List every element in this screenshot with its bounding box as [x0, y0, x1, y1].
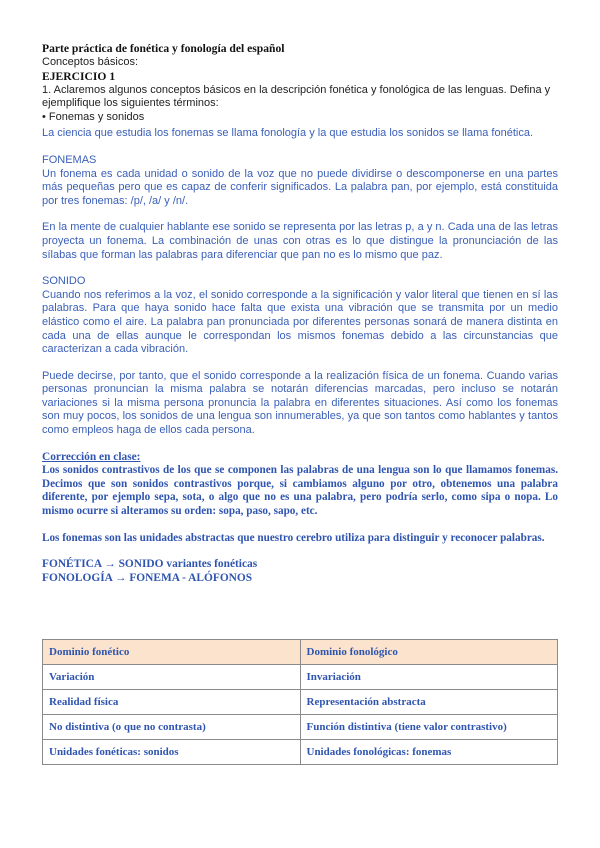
table-header-row	[43, 640, 558, 665]
table-cell: Realidad física	[43, 690, 301, 715]
fonemas-paragraph-1: Un fonema es cada unidad o sonido de la voz que no puede dividirse o descomponerse en una partes más pequeñas pero que es capaz de conferir significados. La palabra pan, por ejemplo, está constituida por tres fonemas: /p/, /a/ y /n/.	[42, 167, 558, 207]
table-cell: Variación	[43, 665, 301, 690]
fonemas-heading: FONEMAS	[42, 153, 97, 166]
sonido-paragraph-2: Puede decirse, por tanto, que el sonido corresponde a la realización física de un fonema. Cuando varias personas pronuncian la misma palabra se notarán diferencias marcadas, pero incluso se notarán variaciones si la misma persona pronuncia la palabra en diferentes situaciones. Así como los fonemas son muy pocos, los sonidos de una lengua son innumerables, ya que son tantos como hablantes y tantos como empleos haga de ellos cada persona.	[42, 369, 558, 437]
document-subtitle: Conceptos básicos:	[42, 56, 138, 68]
instruction-line-1: 1. Aclaremos algunos conceptos básicos en la descripción fonética y fonológica de las lenguas. Defina y	[42, 83, 551, 96]
table-row	[43, 715, 558, 740]
table-cell: No distintiva (o que no contrasta)	[43, 715, 301, 740]
sonido-heading: SONIDO	[42, 275, 86, 288]
bullet-item: • Fonemas y sonidos	[42, 110, 145, 123]
sonido-paragraph-1: Cuando nos referimos a la voz, el sonido corresponde a la significación y valor literal que tienen en sí las palabras. Para que haya sonido hace falta que exista una vibración que se transmita por un medio elástico como el aire. La palabra pan pronunciada por diferentes personas sonará de manera distinta en cada una de ellas aunque le correspondan los mismos fonemas debido a las circunstancias que caracterizan a cada vibración.	[42, 288, 558, 356]
table-header-cell: Dominio fonético	[43, 640, 301, 665]
correccion-paragraph-2: Los fonemas son las unidades abstractas que nuestro cerebro utiliza para distinguir y reconocer palabras.	[42, 531, 545, 544]
table-cell: Representación abstracta	[300, 690, 558, 715]
table-cell: Función distintiva (tiene valor contrastivo)	[300, 715, 558, 740]
document-page	[42, 42, 558, 585]
correccion-paragraph-1: Los sonidos contrastivos de los que se componen las palabras de una lengua son lo que llamamos fonemas. Decimos que son sonidos contrastivos porque, si cambiamos alguno por otro, obtenemos una palabra diferente, por ejemplo sepa, sota, o algo que no es una palabra, pero podría serlo, como sipa o nopa. Lo mismo ocurre si alteramos su orden: sopa, paso, sapo, etc.	[42, 464, 558, 518]
correccion-heading: Corrección en clase:	[42, 450, 141, 463]
table-row	[43, 665, 558, 690]
table-row	[43, 740, 558, 765]
fonemas-paragraph-2: En la mente de cualquier hablante ese sonido se representa por las letras p, a y n. Cada una de las letras proyecta un fonema. La combinación de unas con otras es lo que distingue la pronunciación de las sílabas que forman las palabras para diferenciar que pan no es lo mismo que paz.	[42, 221, 558, 261]
table-row	[43, 690, 558, 715]
table-header-cell: Dominio fonológico	[300, 640, 558, 665]
instruction-line-2: ejemplifique los siguientes términos:	[42, 97, 219, 110]
fonetica-line: FONÉTICA → SONIDO variantes fonéticas	[42, 558, 258, 571]
exercise-heading: EJERCICIO 1	[42, 69, 116, 83]
fonologia-line: FONOLOGÍA → FONEMA - ALÓFONOS	[42, 571, 253, 584]
document-title: Parte práctica de fonética y fonología del español	[42, 42, 285, 55]
domains-table	[42, 639, 558, 765]
table-cell: Unidades fonológicas: fonemas	[300, 740, 558, 765]
table-cell: Unidades fonéticas: sonidos	[43, 740, 301, 765]
table-cell: Invariación	[300, 665, 558, 690]
answer-intro: La ciencia que estudia los fonemas se llama fonología y la que estudia los sonidos se llama fonética.	[42, 127, 534, 140]
